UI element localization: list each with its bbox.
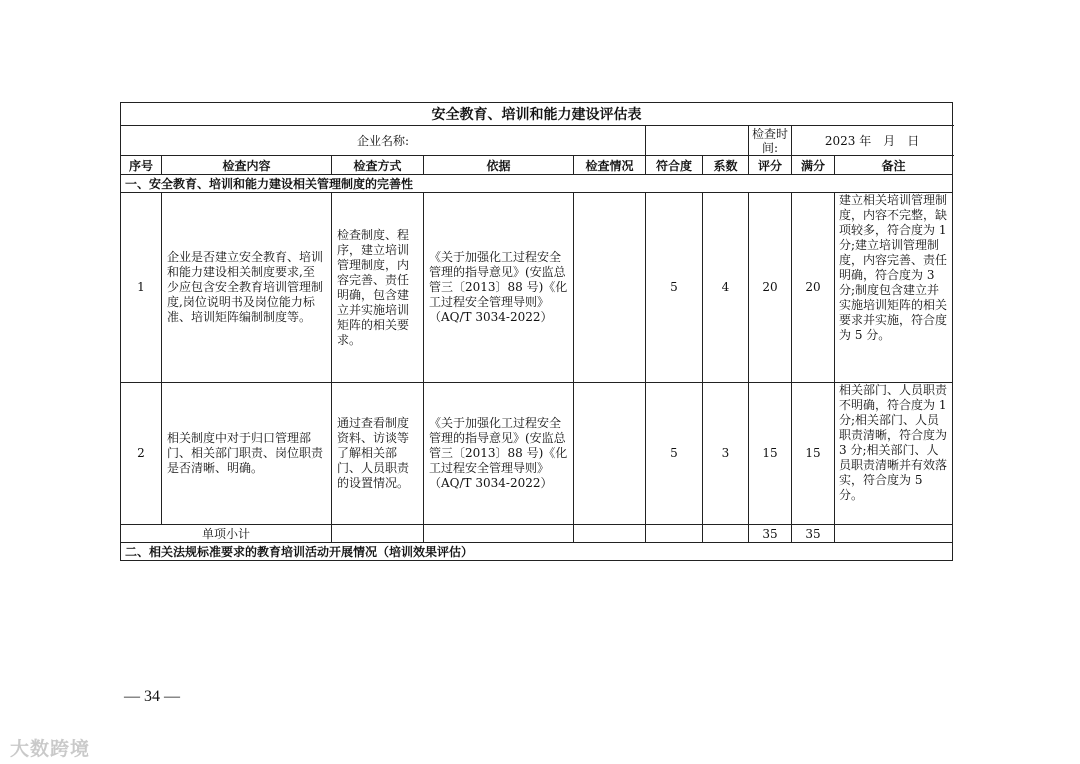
page-number: — 34 — [124, 688, 180, 705]
row-content: 企业是否建立安全教育、培训和能力建设相关制度要求,至少应包含安全教育培训管理制度,岗位说明书及岗位能力标准、培训矩阵编制制度等。 [162, 193, 332, 383]
row-content: 相关制度中对于归口管理部门、相关部门职责、岗位职责是否清晰、明确。 [162, 383, 332, 525]
section-heading-2: 二、相关法规标准要求的教育培训活动开展情况（培训效果评估） [121, 543, 953, 561]
header-content: 检查内容 [162, 156, 332, 175]
check-time-label: 检查时间: [749, 126, 792, 156]
row-coefficient: 4 [703, 193, 749, 383]
subtotal-empty [332, 525, 424, 543]
row-conformity: 5 [646, 383, 703, 525]
row-score: 20 [749, 193, 792, 383]
subtotal-full-score: 35 [792, 525, 835, 543]
header-no: 序号 [121, 156, 162, 175]
subtotal-label: 单项小计 [121, 525, 332, 543]
subtotal-empty [646, 525, 703, 543]
evaluation-table [120, 102, 953, 561]
subtotal-empty [703, 525, 749, 543]
row-no: 2 [121, 383, 162, 525]
header-coefficient: 系数 [703, 156, 749, 175]
watermark-logo: 大数跨境 [10, 738, 91, 760]
header-row [121, 156, 953, 175]
row-remarks: 建立相关培训管理制度，内容不完整，缺项较多，符合度为 1 分;建立培训管理制度，内容完善、责任明确，符合度为 3 分;制度包含建立并实施培训矩阵的相关要求并实施，符合度为 5 分。 [835, 193, 953, 383]
row-method: 通过查看制度资料、访谈等了解相关部门、人员职责的设置情况。 [332, 383, 424, 525]
header-conformity: 符合度 [646, 156, 703, 175]
row-coefficient: 3 [703, 383, 749, 525]
row-method: 检查制度、程序，建立培训管理制度，内容完善、责任明确，包含建立并实施培训矩阵的相关要求。 [332, 193, 424, 383]
header-remarks: 备注 [835, 156, 953, 175]
table-row [121, 383, 953, 525]
row-full-score: 20 [792, 193, 835, 383]
company-name-label: 企业名称: [121, 126, 646, 156]
company-name-value [646, 126, 749, 156]
row-score: 15 [749, 383, 792, 525]
check-date: 2023 年 月 日 [792, 126, 953, 156]
header-full-score: 满分 [792, 156, 835, 175]
row-remarks: 相关部门、人员职责不明确，符合度为 1 分;相关部门、人员职责清晰，符合度为 3 分;相关部门、人员职责清晰并有效落实，符合度为 5 分。 [835, 383, 953, 525]
header-method: 检查方式 [332, 156, 424, 175]
subtotal-empty [424, 525, 574, 543]
table-title: 安全教育、培训和能力建设评估表 [121, 103, 953, 126]
header-situation: 检查情况 [574, 156, 646, 175]
table-row [121, 193, 953, 383]
subtotal-empty [835, 525, 953, 543]
subtotal-row [121, 525, 953, 543]
header-score: 评分 [749, 156, 792, 175]
subtotal-score: 35 [749, 525, 792, 543]
row-situation [574, 383, 646, 525]
row-situation [574, 193, 646, 383]
row-no: 1 [121, 193, 162, 383]
row-basis: 《关于加强化工过程安全管理的指导意见》(安监总管三〔2013〕88 号)《化工过程安全管理导则》（AQ/T 3034-2022） [424, 193, 574, 383]
row-full-score: 15 [792, 383, 835, 525]
row-conformity: 5 [646, 193, 703, 383]
row-basis: 《关于加强化工过程安全管理的指导意见》(安监总管三〔2013〕88 号)《化工过程安全管理导则》（AQ/T 3034-2022） [424, 383, 574, 525]
subtotal-empty [574, 525, 646, 543]
header-basis: 依据 [424, 156, 574, 175]
section-heading-1: 一、安全教育、培训和能力建设相关管理制度的完善性 [121, 175, 953, 193]
